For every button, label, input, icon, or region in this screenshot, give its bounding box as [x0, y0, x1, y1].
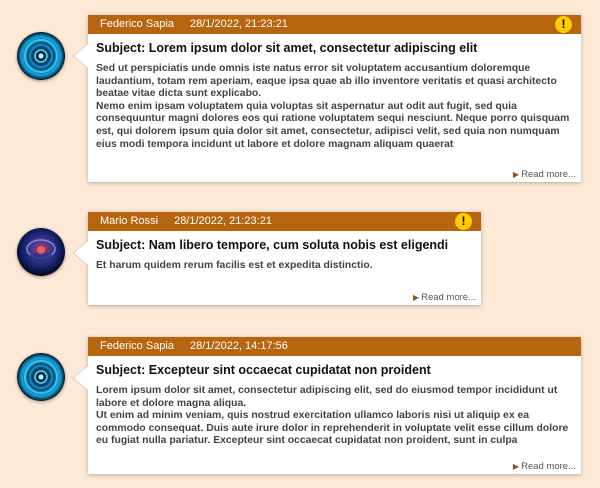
message-header: [88, 212, 481, 231]
message-card: [88, 337, 581, 474]
body-paragraph: Et harum quidem rerum facilis est et expedita distinctio.: [96, 260, 373, 271]
message-date: 28/1/2022, 21:23:21: [174, 215, 272, 227]
message-date: 28/1/2022, 14:17:56: [190, 340, 288, 352]
warning-icon[interactable]: !: [455, 213, 472, 230]
avatar[interactable]: [17, 353, 65, 401]
play-triangle-icon: ▶: [512, 462, 520, 471]
avatar[interactable]: [17, 228, 65, 276]
message-subject: Subject: Lorem ipsum dolor sit amet, consectetur adipiscing elit: [96, 41, 478, 55]
message-date: 28/1/2022, 21:23:21: [190, 18, 288, 30]
read-more-label: Read more...: [521, 461, 576, 472]
message-body: [88, 253, 481, 273]
read-more-link[interactable]: [513, 461, 576, 472]
message-header: [88, 15, 581, 34]
read-more-link[interactable]: [513, 169, 576, 180]
message-header: [88, 337, 581, 356]
author-name: Federico Sapia: [100, 18, 174, 30]
body-paragraph: Lorem ipsum dolor sit amet, consectetur adipiscing elit, sed do eiusmod tempor incididunt ut labore et dolore magna aliqua.: [96, 385, 558, 409]
author-name: Federico Sapia: [100, 340, 174, 352]
message-card: [88, 15, 581, 182]
body-paragraph: Nemo enim ipsam voluptatem quia voluptas sit aspernatur aut odit aut fugit, sed quia consequuntur magni dolores eos qui ratione voluptatem sequi nesciunt. Neque porro quisquam est, qui dolorem ipsum quia dolor sit amet, consectetur, adipisci velit, sed quia non numquam eius modi tempora incidunt ut labore et dolore magnam aliquam quaerat: [96, 100, 570, 150]
message-card: [88, 212, 481, 305]
message-body: [88, 378, 581, 448]
author-name: Mario Rossi: [100, 215, 159, 227]
message-subject: Subject: Nam libero tempore, cum soluta nobis est eligendi: [96, 238, 449, 252]
message-body: [88, 56, 581, 151]
play-triangle-icon: ▶: [512, 170, 520, 179]
read-more-label: Read more...: [521, 169, 576, 180]
warning-icon[interactable]: !: [555, 16, 572, 33]
avatar[interactable]: [17, 32, 65, 80]
body-paragraph: Sed ut perspiciatis unde omnis iste natus error sit voluptatem accusantium doloremque laudantium, totam rem aperiam, eaque ipsa quae ab illo inventore veritatis et quasi architecto beatae vitae dicta sunt explicabo.: [96, 63, 557, 100]
play-triangle-icon: ▶: [412, 293, 420, 302]
read-more-link[interactable]: [413, 292, 476, 303]
message-subject: Subject: Excepteur sint occaecat cupidatat non proident: [96, 363, 431, 377]
body-paragraph: Ut enim ad minim veniam, quis nostrud exercitation ullamco laboris nisi ut aliquip ex ea commodo consequat. Duis aute irure dolor in reprehenderit in voluptate velit esse cillum dolore eu fugiat nulla pariatur. Excepteur sint occaecat cupidatat non proident, sunt in culpa: [96, 410, 569, 447]
read-more-label: Read more...: [421, 292, 476, 303]
